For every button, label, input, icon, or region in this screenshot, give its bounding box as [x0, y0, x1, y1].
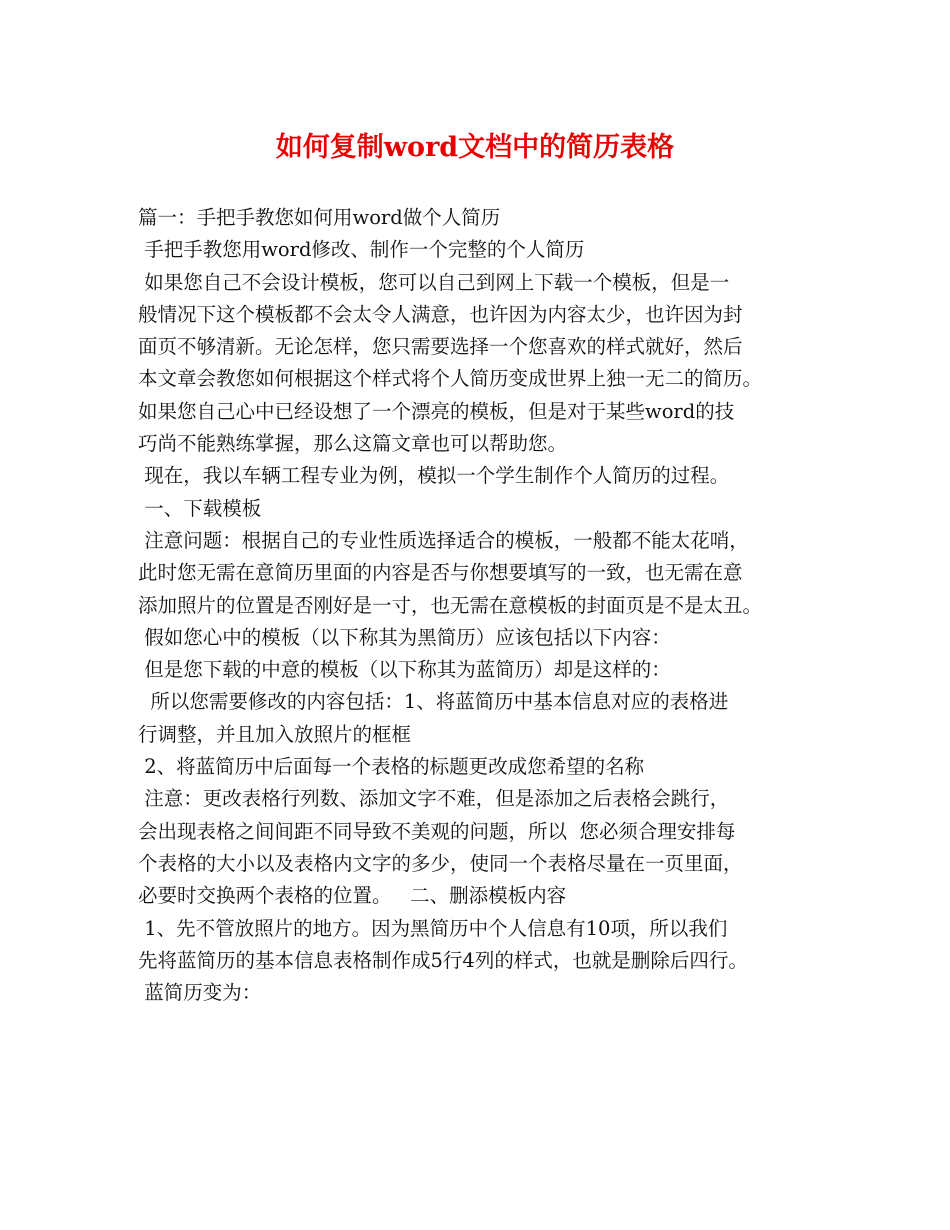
- paragraph-line: 行调整，并且加入放照片的框框: [138, 722, 412, 746]
- paragraph-line: 会出现表格之间间距不同导致不美观的问题，所以 您必须合理安排每: [138, 819, 736, 843]
- paragraph-line: 注意问题：根据自己的专业性质选择适合的模板，一般都不能太花哨，: [138, 528, 749, 552]
- paragraph-line: 般情况下这个模板都不会太令人满意，也许因为内容太少，也许因为封: [138, 302, 743, 326]
- paragraph-line: 巧尚不能熟练掌握，那么这篇文章也可以帮助您。: [138, 432, 568, 456]
- paragraph-line: 本文章会教您如何根据这个样式将个人简历变成世界上独一无二的简历。: [138, 367, 763, 391]
- document-body: [138, 202, 828, 1009]
- paragraph-line: 1、先不管放照片的地方。因为黑简历中个人信息有10项，所以我们: [138, 916, 728, 940]
- paragraph-line: 个表格的大小以及表格内文字的多少，使同一个表格尽量在一页里面，: [138, 851, 743, 875]
- paragraph-line: 面页不够清新。无论怎样，您只需要选择一个您喜欢的样式就好，然后: [138, 335, 743, 359]
- paragraph-line: 篇一：手把手教您如何用word做个人简历: [138, 206, 501, 229]
- paragraph-line: 先将蓝简历的基本信息表格制作成5行4列的样式，也就是删除后四行。: [138, 948, 748, 972]
- paragraph-line: 必要时交换两个表格的位置。 二、删添模板内容: [138, 884, 567, 908]
- paragraph-line: 手把手教您用word修改、制作一个完整的个人简历: [138, 238, 585, 262]
- paragraph-line: 2、将蓝简历中后面每一个表格的标题更改成您希望的名称: [138, 755, 645, 779]
- paragraph-line: 所以您需要修改的内容包括：1、将蓝简历中基本信息对应的表格进: [138, 690, 729, 714]
- paragraph-line: 如果您自己心中已经设想了一个漂亮的模板，但是对于某些word的技: [138, 399, 735, 423]
- section-heading: 一、下载模板: [138, 496, 262, 520]
- paragraph-line: 此时您无需在意简历里面的内容是否与你想要填写的一致，也无需在意: [138, 561, 743, 585]
- paragraph-line: 添加照片的位置是否刚好是一寸，也无需在意模板的封面页是不是太丑。: [138, 593, 763, 617]
- paragraph-line: 假如您心中的模板（以下称其为黑简历）应该包括以下内容：: [138, 625, 671, 649]
- paragraph-line: 但是您下载的中意的模板（以下称其为蓝简历）却是这样的：: [138, 658, 671, 682]
- document-title: 如何复制word文档中的简历表格: [275, 132, 675, 163]
- paragraph-line: 如果您自己不会设计模板，您可以自己到网上下载一个模板，但是一: [138, 270, 730, 294]
- paragraph-line: 现在，我以车辆工程专业为例，模拟一个学生制作个人简历的过程。: [138, 464, 730, 488]
- paragraph-line: 注意：更改表格行列数、添加文字不难，但是添加之后表格会跳行，: [138, 787, 730, 811]
- paragraph-line: 蓝简历变为：: [138, 981, 262, 1005]
